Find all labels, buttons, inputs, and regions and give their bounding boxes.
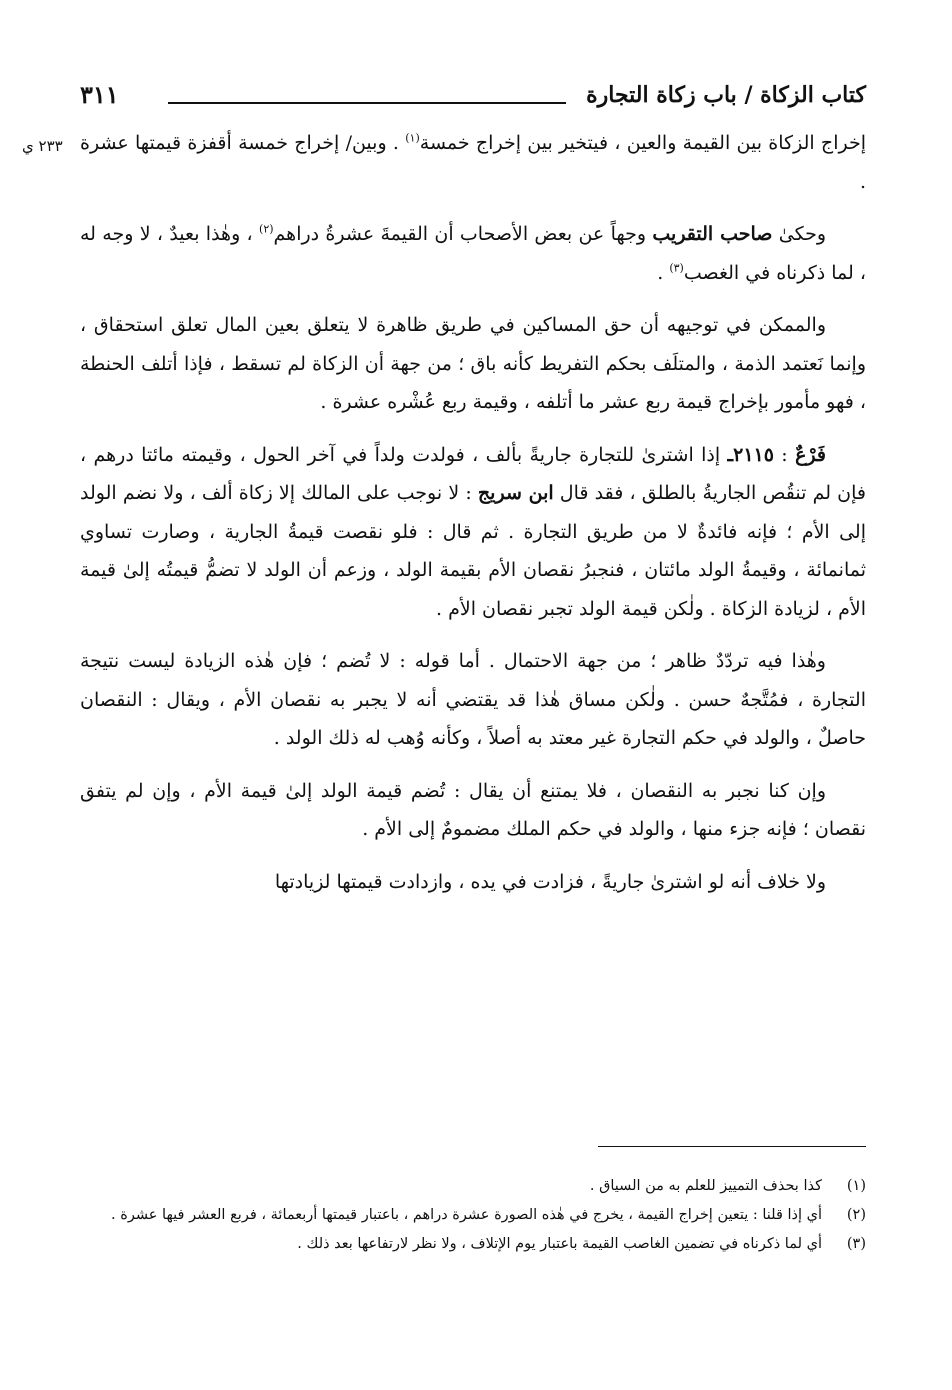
paragraph-p3 — [80, 306, 866, 422]
footnote-number: (١) — [846, 1178, 866, 1194]
footnote-ref: (٣) — [669, 261, 684, 275]
footnotes — [80, 1172, 866, 1259]
text-run: إذا اشترىٰ للتجارة جاريةً بألف ، فولدت ولداً في آخر الحول ، وقيمته مائتا درهم ، فإن لم تنقُص الجاريةُ بالطلق ، فقد قال — [80, 443, 866, 504]
footnote-item — [80, 1201, 866, 1230]
text-run: وجهاً عن بعض الأصحاب أن القيمةَ عشرةُ دراهم — [273, 223, 653, 245]
bold-term: ٢١١٥ـ — [727, 443, 774, 466]
paragraph-p6 — [80, 772, 866, 849]
text-run: . وبين/ إخراج خمسة أقفزة قيمتها عشرة . — [80, 132, 866, 193]
bold-term: ابن سريج — [477, 482, 554, 504]
text-run: : لا نوجب على المالك إلا زكاة ألف ، ولا نضم الولد إلى الأم ؛ فإنه فائدةٌ لا من طريق التجارة . ثم قال : فلو نقصت قيمةُ الجارية ، وصارت تساوي ثمانمائة ، وقيمةُ الولد مائتان ، فنجبرُ نقصان الأم بقيمة الولد ، وزعم أن الولد لا تضمُّ قيمتُه إلىٰ قيمة الأم ، لزيادة الزكاة . ولٰكن قيمة الولد تجبر نقصان الأم . — [80, 482, 866, 620]
footnote-ref: (١) — [405, 131, 420, 145]
footnote-item — [80, 1172, 866, 1201]
paragraph-p7 — [80, 863, 866, 902]
text-run: ولا خلاف أنه لو اشترىٰ جاريةً ، فزادت في يده ، وازدادت قيمتها لزيادتها — [274, 870, 826, 893]
footnote-number: (٢) — [846, 1207, 866, 1223]
running-title: كتاب الزكاة / باب زكاة التجارة — [586, 82, 866, 108]
text-run: والممكن في توجيهه أن حق المساكين في طريق ظاهرة لا يتعلق بعين المال تعلق استحقاق ، وإنما نَعتمد الذمة ، والمتلَف بحكم التفريط كأنه باق ؛ من جهة أن الزكاة لم تسقط ، فإذا أتلف الحنطة ، فهو مأمور بإخراج قيمة ربع عشر ما أتلفه ، وقيمة ربع عُشْره عشرة . — [80, 314, 866, 413]
bold-term: فَرْعٌ — [795, 443, 826, 466]
paragraph-p1 — [80, 124, 866, 201]
footnote-number: (٣) — [846, 1236, 866, 1252]
bold-term: صاحب التقريب — [652, 223, 773, 245]
header-rule — [168, 102, 566, 104]
paragraph-p2 — [80, 215, 866, 292]
main-text — [80, 124, 866, 915]
paragraph-p5 — [80, 642, 866, 758]
text-run: . — [657, 261, 670, 284]
footnote-text: أي إذا قلنا : يتعين إخراج القيمة ، يخرج في هٰذه الصورة عشرة دراهم ، باعتبار قيمتها أربعمائة ، فربع العشر فيها عشرة . — [111, 1207, 822, 1223]
text-run: : — [773, 443, 796, 466]
footnote-item — [80, 1230, 866, 1259]
footnote-ref: (٢) — [259, 222, 274, 236]
footnote-text: أي لما ذكرناه في تضمين الغاصب القيمة باعتبار يوم الإتلاف ، ولا نظر لارتفاعها بعد ذلك . — [297, 1236, 822, 1252]
text-run: وحكىٰ — [772, 223, 827, 245]
footnote-separator — [598, 1146, 866, 1147]
footnote-text: كذا بحذف التمييز للعلم به من السياق . — [589, 1178, 822, 1194]
text-run: وإن كنا نجبر به النقصان ، فلا يمتنع أن يقال : تُضم قيمة الولد إلىٰ قيمة الأم ، وإن لم يتفق نقصان ؛ فإنه جزء منها ، والولد في حكم الملك مضمومٌ إلى الأم . — [80, 779, 866, 840]
page-header — [80, 78, 866, 118]
paragraph-p4 — [80, 436, 866, 629]
text-run: وهٰذا فيه تردّدٌ ظاهر ؛ من جهة الاحتمال . أما قوله : لا تُضم ؛ فإن هٰذه الزيادة ليست نتيجة التجارة ، فمُتَّجهٌ حسن . ولٰكن مساق هٰذا قد يقتضي أنه لا يجبر به نقصان الأم ، ويقال : النقصان حاصلٌ ، والولد في حكم التجارة غير معتد به أصلاً ، وكأنه وُهب له ذلك الولد . — [80, 650, 866, 749]
text-run: ، وهٰذا بعيدٌ ، لا وجه له ، لما ذكرناه في الغصب — [80, 223, 866, 284]
page-number: ٣١١ — [80, 80, 119, 109]
text-run: إخراج الزكاة بين القيمة والعين ، فيتخير بين إخراج خمسة — [419, 132, 866, 154]
margin-manuscript-ref: ٢٣٣ ي — [22, 137, 63, 155]
